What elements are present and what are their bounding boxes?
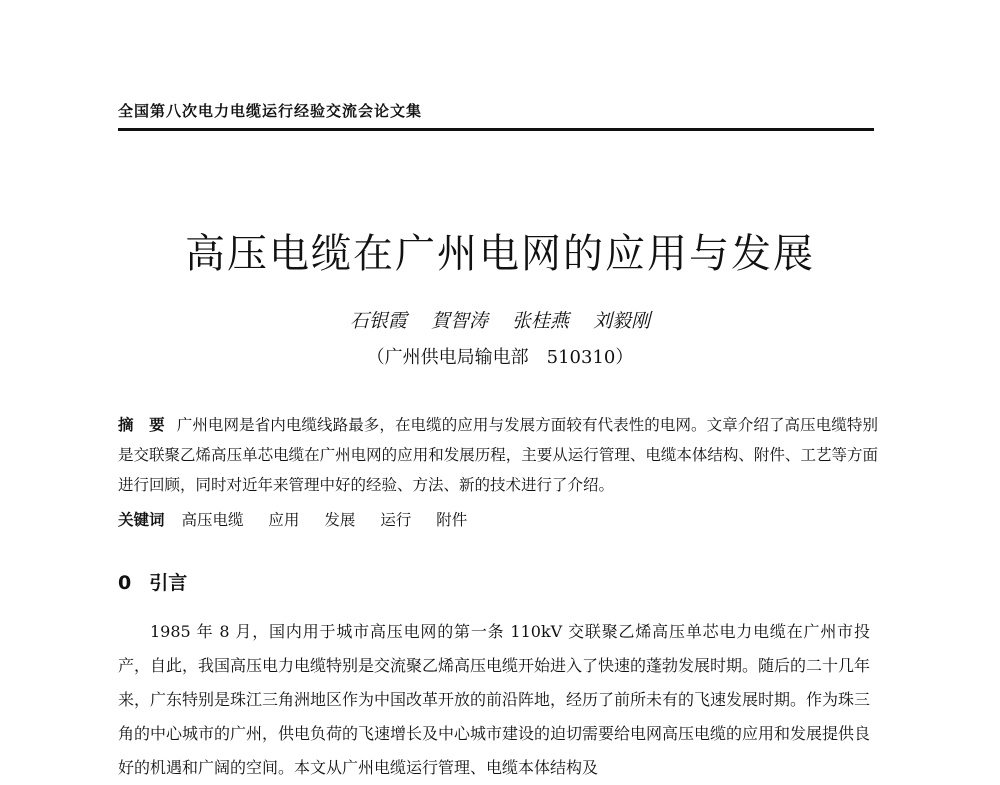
section-heading [118,568,187,595]
keyword: 应用 [268,511,300,529]
header-rule [118,128,874,131]
authors [0,306,1000,333]
running-header: 全国第八次电力电缆运行经验交流会论文集 [118,102,423,120]
keyword: 附件 [436,511,468,529]
section-number: 0 [118,572,132,594]
abstract-label: 摘 要 [118,416,165,434]
keywords-label: 关键词 [118,511,165,529]
keyword: 发展 [324,511,356,529]
affiliation: （广州供电局输电部 510310） [366,347,634,368]
author-name: 賀智涛 [430,310,488,332]
author-name: 石银霞 [349,310,407,332]
keyword: 高压电缆 [181,511,244,529]
paper-title: 高压电缆在广州电网的应用与发展 [185,231,815,277]
keyword: 运行 [380,511,412,529]
abstract [118,410,878,500]
author-name: 刘毅刚 [593,310,651,332]
body-paragraph: 1985 年 8 月，国内用于城市高压电网的第一条 110kV 交联聚乙烯高压单芯电力电缆在广州市投产，自此，我国高压电力电缆特别是交流聚乙烯高压电缆开始进入了快速的蓬勃发展时期。随后的二十几年来，广东特别是珠江三角洲地区作为中国改革开放的前沿阵地，经历了前所未有的飞速发展时期。作为珠三角的中心城市的广州，供电负荷的飞速增长及中心城市建设的迫切需要给电网高压电缆的应用和发展提供良好的机遇和广阔的空间。本文从广州电缆运行管理、电缆本体结构及 [118,622,871,777]
keywords [118,505,878,535]
abstract-text: 广州电网是省内电缆线路最多，在电缆的应用与发展方面较有代表性的电网。文章介绍了高压电缆特别是交联聚乙烯高压单芯电缆在广州电网的应用和发展历程，主要从运行管理、电缆本体结构、附件、工艺等方面进行回顾，同时对近年来管理中好的经验、方法、新的技术进行了介绍。 [118,416,878,494]
author-name: 张桂燕 [512,310,570,332]
section-title: 引言 [149,572,188,594]
